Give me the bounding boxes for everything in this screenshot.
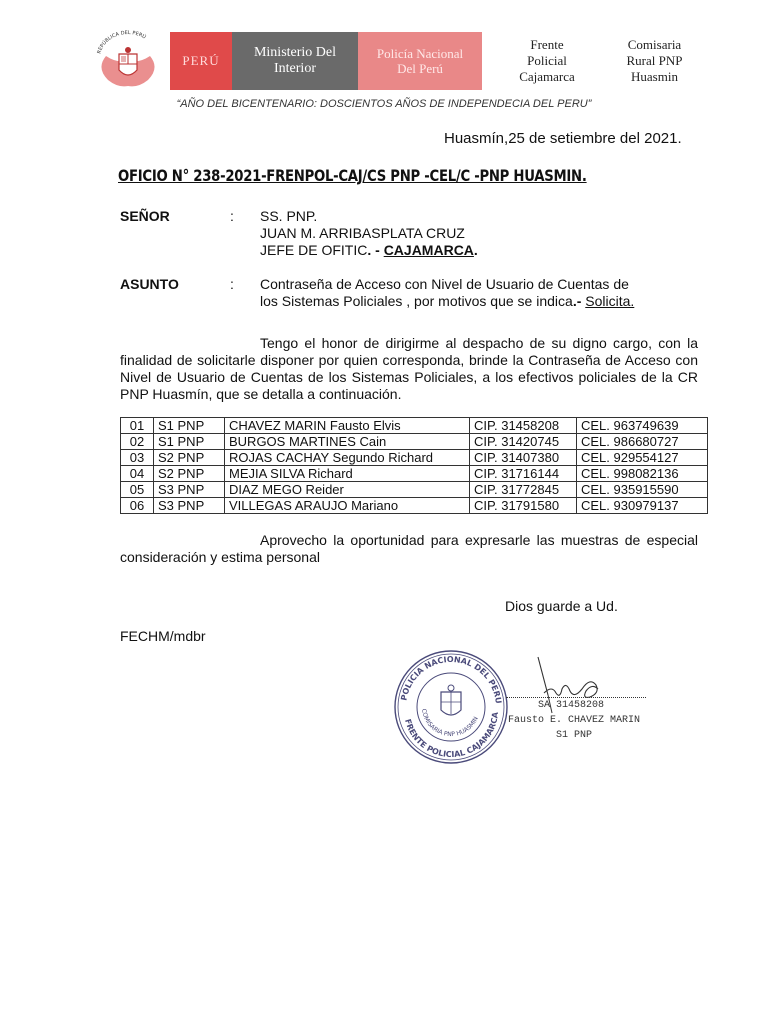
- row-cip: CIP. 31420745: [470, 434, 577, 450]
- stamp-outer-top: POLICIA NACIONAL DEL PERU: [399, 654, 503, 705]
- ministerio-brand-block: [232, 32, 358, 90]
- row-rank: S2 PNP: [154, 466, 225, 482]
- table-row: [121, 498, 708, 514]
- personnel-table: [120, 417, 708, 514]
- row-cip: CIP. 31407380: [470, 450, 577, 466]
- subject-label: ASUNTO: [120, 276, 179, 292]
- row-cel: CEL. 930979137: [577, 498, 708, 514]
- row-name: VILLEGAS ARAUJO Mariano: [225, 498, 470, 514]
- recipient-line-1: SS. PNP.: [260, 208, 318, 224]
- stamp-outer-bottom: FRENTE POLICIAL CAJAMARCA: [403, 711, 501, 760]
- frente-line-3: Cajamarca: [519, 69, 575, 84]
- signer-name: Fausto E. CHAVEZ MARIN: [508, 715, 641, 726]
- ministerio-line-1: Ministerio Del: [253, 45, 337, 60]
- recipient-city: CAJAMARCA: [383, 242, 474, 258]
- row-number: 05: [121, 482, 154, 498]
- row-name: CHAVEZ MARIN Fausto Elvis: [225, 418, 470, 434]
- row-rank: S3 PNP: [154, 498, 225, 514]
- row-number: 03: [121, 450, 154, 466]
- closing-paragraph: Aprovecho la oportunidad para expresarle las muestras de especial consideración y estima personal: [120, 532, 698, 565]
- row-number: 01: [121, 418, 154, 434]
- row-cel: CEL. 986680727: [577, 434, 708, 450]
- row-cip: CIP. 31458208: [470, 418, 577, 434]
- reference-initials: FECHM/mdbr: [120, 628, 206, 644]
- seal-text: REPÚBLICA DEL PERÚ: [96, 30, 147, 55]
- row-name: BURGOS MARTINES Cain: [225, 434, 470, 450]
- table-row: [121, 434, 708, 450]
- policia-line-2: Del Perú: [397, 61, 443, 76]
- comisaria-line-3: Huasmin: [631, 69, 678, 84]
- row-cip: CIP. 31791580: [470, 498, 577, 514]
- policia-line-1: Policía Nacional: [376, 46, 464, 61]
- policia-brand-block: [358, 32, 482, 90]
- row-name: ROJAS CACHAY Segundo Richard: [225, 450, 470, 466]
- frente-line-1: Frente: [530, 37, 564, 52]
- closing-salute: Dios guarde a Ud.: [505, 598, 618, 614]
- stamp-seal-icon: [392, 648, 510, 766]
- row-cel: CEL. 998082136: [577, 466, 708, 482]
- recipient-line-2: JUAN M. ARRIBASPLATA CRUZ: [260, 225, 465, 241]
- document-number: OFICIO N° 238-2021-FRENPOL-CAJ/CS PNP -CEL/C -PNP HUASMIN.: [118, 166, 587, 185]
- stamp-inner: COMISARIA PNP HUASMIN: [420, 708, 480, 739]
- svg-text:COMISARIA PNP HUASMIN: [420, 708, 480, 738]
- frente-unit-label: [502, 32, 592, 90]
- recipient-colon: :: [230, 208, 234, 224]
- row-rank: S1 PNP: [154, 434, 225, 450]
- signer-rank: S1 PNP: [556, 730, 593, 741]
- row-number: 02: [121, 434, 154, 450]
- subject-block: [260, 276, 634, 310]
- row-name: MEJIA SILVA Richard: [225, 466, 470, 482]
- row-rank: S2 PNP: [154, 450, 225, 466]
- comisaria-unit-label: [602, 32, 707, 90]
- subject-colon: :: [230, 276, 234, 292]
- official-stamp: [392, 648, 510, 766]
- comisaria-line-1: Comisaria: [627, 37, 682, 52]
- table-row: [121, 466, 708, 482]
- row-cel: CEL. 935915590: [577, 482, 708, 498]
- row-rank: S1 PNP: [154, 418, 225, 434]
- svg-text:REPÚBLICA DEL PERÚ: [96, 30, 147, 55]
- signer-id: SA 31458208: [538, 700, 605, 711]
- subject-request: Solicita.: [585, 293, 635, 309]
- row-cel: CEL. 963749639: [577, 418, 708, 434]
- ministerio-line-2: Interior: [274, 61, 316, 76]
- row-number: 04: [121, 466, 154, 482]
- signature-line: [506, 697, 646, 698]
- table-row: [121, 418, 708, 434]
- recipient-block: [260, 208, 478, 259]
- row-cip: CIP. 31716144: [470, 466, 577, 482]
- recipient-line-3: JEFE DE OFITIC. - CAJAMARCA.: [260, 242, 478, 258]
- row-cip: CIP. 31772845: [470, 482, 577, 498]
- peru-brand-block: [170, 32, 232, 90]
- row-name: DIAZ MEGO Reider: [225, 482, 470, 498]
- national-seal: [92, 30, 164, 92]
- body-paragraph: Tengo el honor de dirigirme al despacho de su digno cargo, con la finalidad de solicitarle disponer por quien corresponda, brinde la Contraseña de Acceso con Nivel de Usuario de Cuentas de los Sistemas Policiales, a los efectivos policiales de la CR PNP Huasmín, que se detalla a continuación.: [120, 335, 698, 402]
- year-motto: “AÑO DEL BICENTENARIO: DOSCIENTOS AÑOS DE INDEPENDECIA DEL PERU”: [176, 98, 592, 110]
- row-number: 06: [121, 498, 154, 514]
- comisaria-line-2: Rural PNP: [626, 53, 683, 68]
- subject-line-2: los Sistemas Policiales , por motivos que se indica.- Solicita.: [260, 293, 635, 309]
- row-cel: CEL. 929554127: [577, 450, 708, 466]
- table-row: [121, 482, 708, 498]
- coat-of-arms-icon: [92, 30, 164, 92]
- peru-label: PERÚ: [182, 53, 220, 68]
- place-date: Huasmín,25 de setiembre del 2021.: [444, 130, 682, 147]
- recipient-label: SEÑOR: [120, 208, 170, 224]
- table-row: [121, 450, 708, 466]
- frente-line-2: Policial: [527, 53, 567, 68]
- subject-line-1: Contraseña de Acceso con Nivel de Usuario de Cuentas de: [260, 276, 629, 292]
- row-rank: S3 PNP: [154, 482, 225, 498]
- letterhead: [92, 30, 712, 92]
